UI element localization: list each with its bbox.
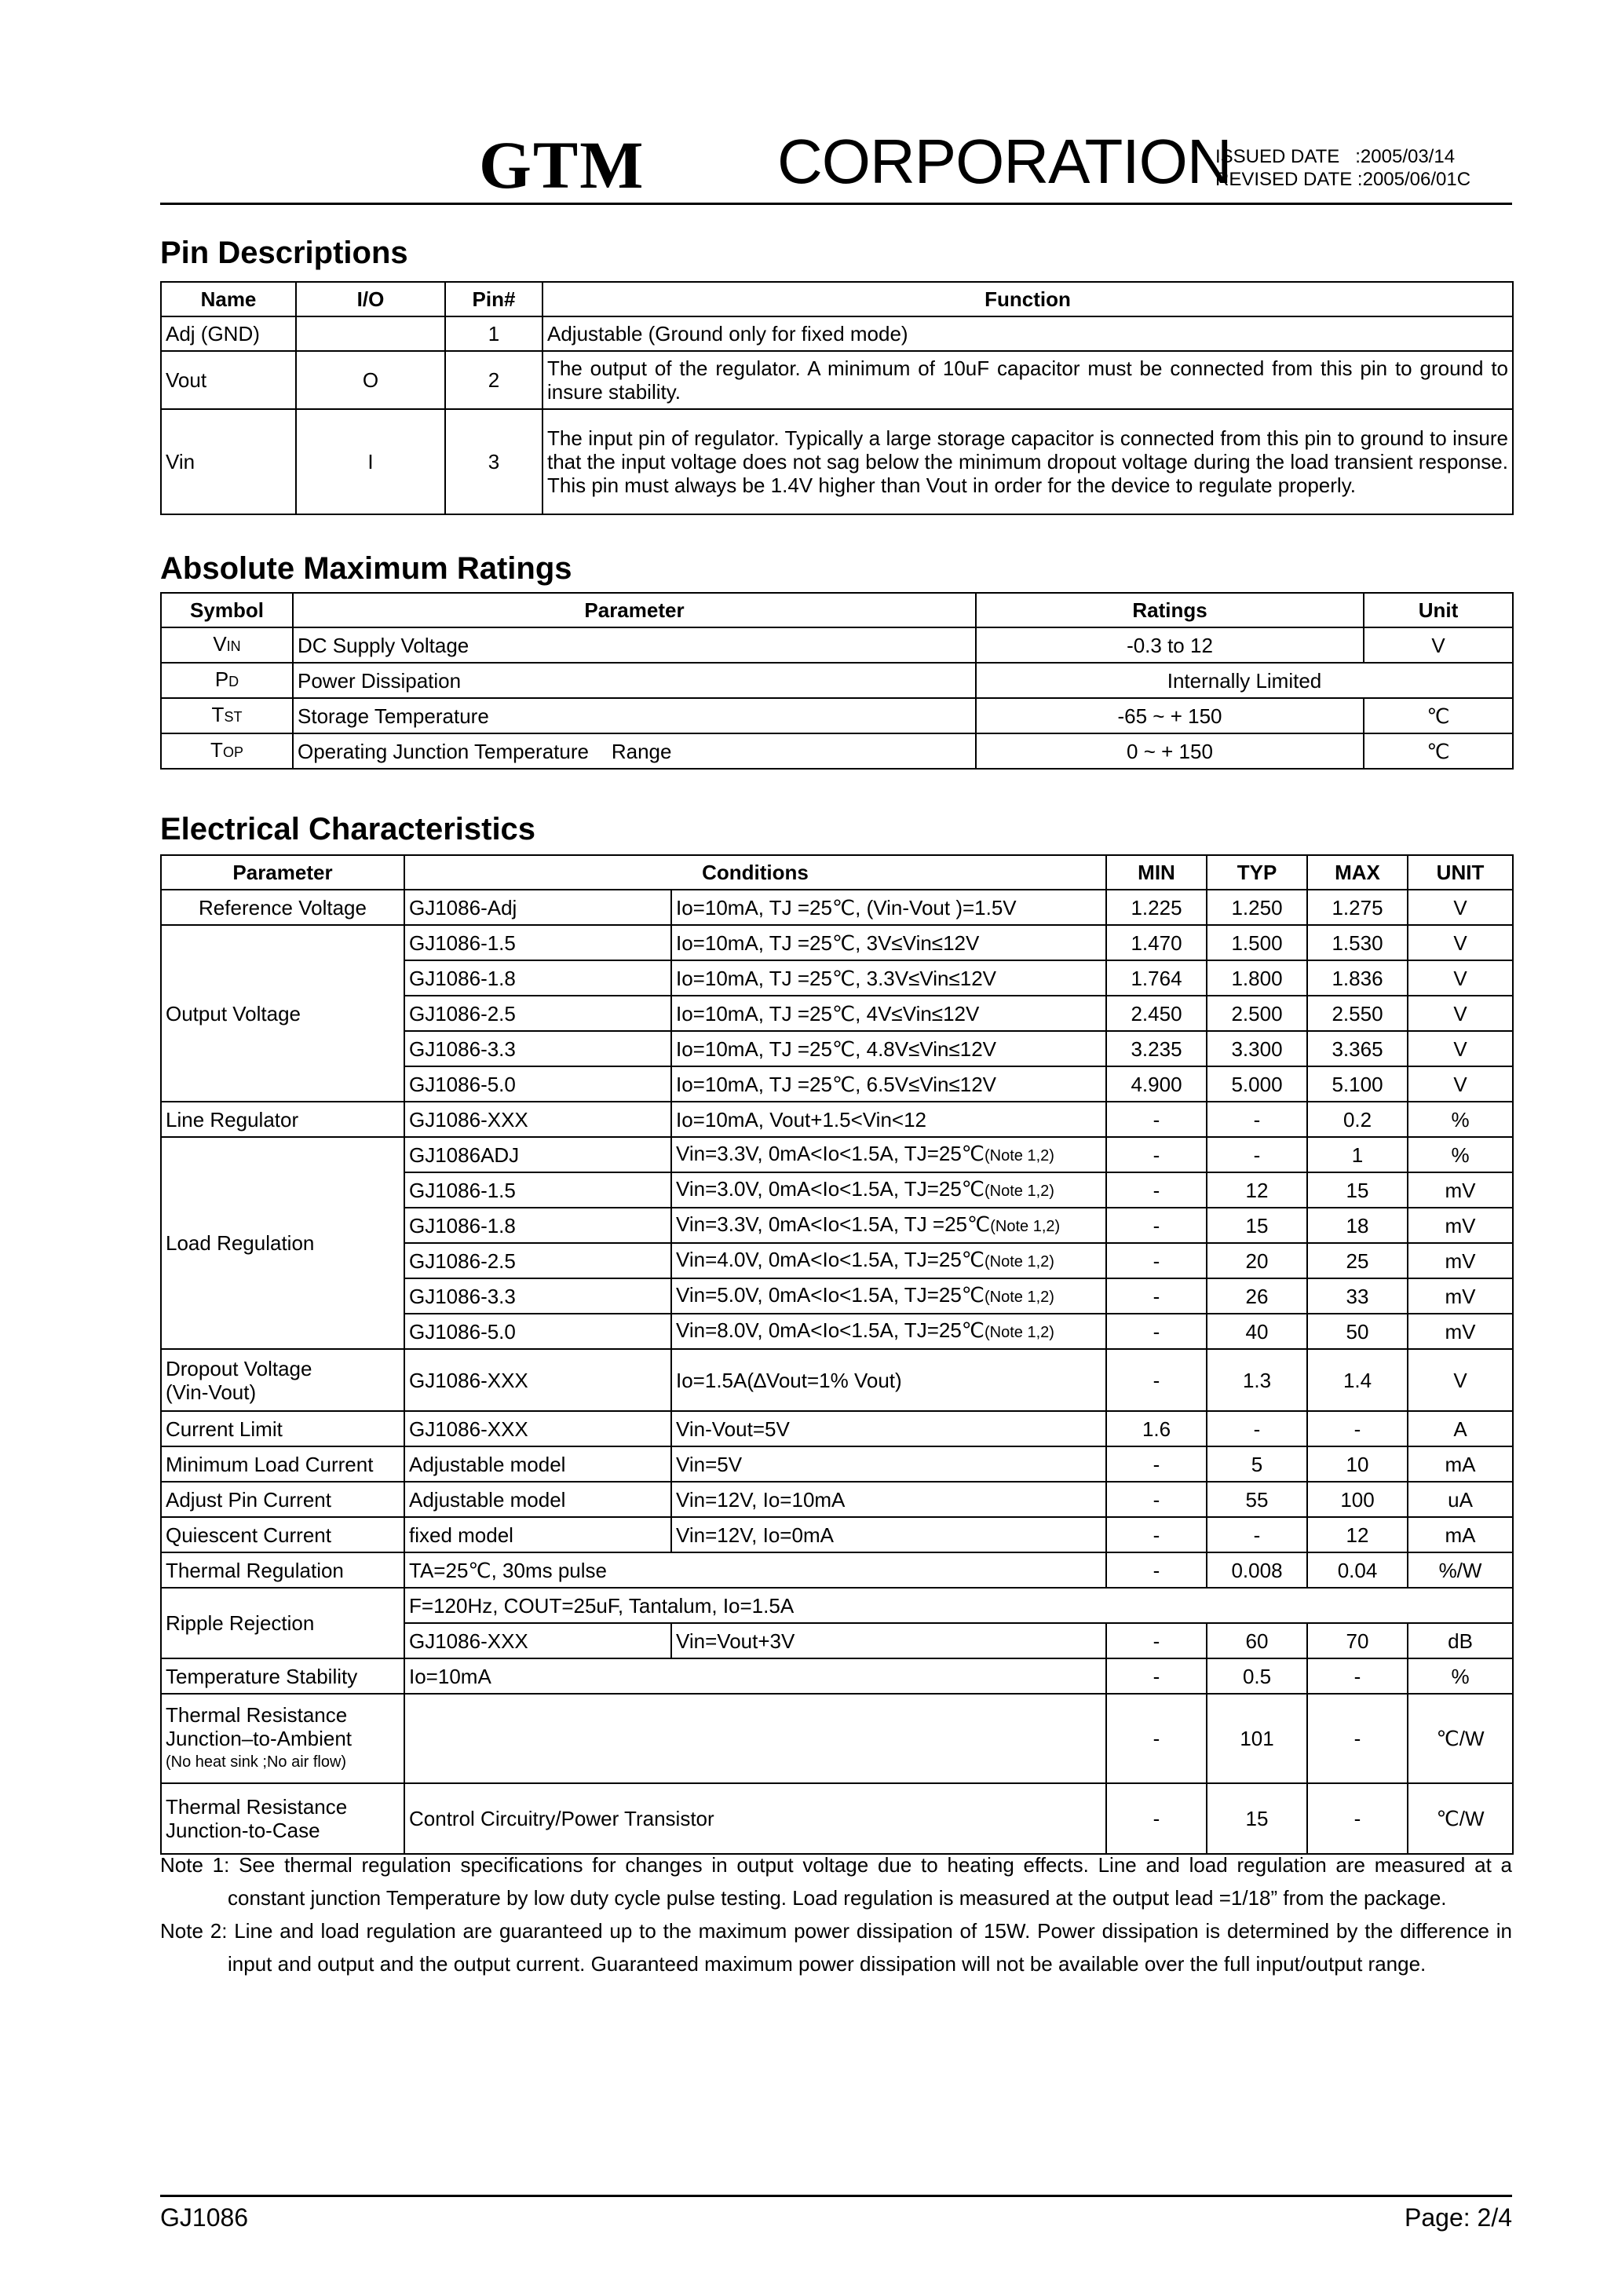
unit-cell: mA xyxy=(1408,1517,1513,1552)
model-cell: GJ1086-1.8 xyxy=(404,960,671,996)
table-row xyxy=(161,890,1513,925)
model-cell: Adjustable model xyxy=(404,1446,671,1482)
note-ref: (Note 1,2) xyxy=(985,1253,1054,1270)
model-cell: GJ1086ADJ xyxy=(404,1137,671,1172)
parameter-line: Thermal Resistance xyxy=(166,1703,348,1727)
table-header-row xyxy=(161,282,1513,316)
min-cell: 2.450 xyxy=(1106,996,1207,1031)
model-cell: Adjustable model xyxy=(404,1482,671,1517)
max-cell: 15 xyxy=(1307,1172,1408,1208)
table-row xyxy=(161,663,1513,698)
header-divider xyxy=(160,203,1512,205)
typ-cell: - xyxy=(1207,1102,1307,1137)
typ-cell: - xyxy=(1207,1137,1307,1172)
symbol-cell xyxy=(161,663,293,698)
max-cell: 10 xyxy=(1307,1446,1408,1482)
parameter-cell: Storage Temperature xyxy=(293,698,976,733)
unit-cell: ℃ xyxy=(1364,698,1513,733)
pin-function: The output of the regulator. A minimum of 10uF capacitor must be connected from this pin to ground to insure stability. xyxy=(542,351,1513,409)
parameter-cell: Temperature Stability xyxy=(161,1658,404,1694)
min-cell: - xyxy=(1106,1552,1207,1588)
unit-cell: ℃/W xyxy=(1408,1694,1513,1783)
typ-cell: 101 xyxy=(1207,1694,1307,1783)
note-1: Note 1: See thermal regulation specifications for changes in output voltage due to heating effects. Line and load regulation are measured at a constant junction Temperature by low duty cycle pulse testing. Load regulation is measured at the output lead =1/18” from the package. xyxy=(160,1853,1512,1910)
model-cell: GJ1086-3.3 xyxy=(404,1031,671,1066)
typ-cell: 3.300 xyxy=(1207,1031,1307,1066)
header-cell: Name xyxy=(161,282,296,316)
symbol-letter: P xyxy=(214,667,229,691)
parameter-cell: Line Regulator xyxy=(161,1102,404,1137)
pin-descriptions-title: Pin Descriptions xyxy=(160,236,408,270)
model-cell: GJ1086-1.8 xyxy=(404,1208,671,1243)
typ-cell: 0.008 xyxy=(1207,1552,1307,1588)
header-cell: MAX xyxy=(1307,855,1408,890)
max-cell: 1.275 xyxy=(1307,890,1408,925)
min-cell: - xyxy=(1106,1208,1207,1243)
rating-cell: -0.3 to 12 xyxy=(976,627,1364,663)
model-cell: GJ1086-Adj xyxy=(404,890,671,925)
footer-page-number: Page: 2/4 xyxy=(1405,2203,1512,2232)
min-cell: - xyxy=(1106,1314,1207,1349)
max-cell: 3.365 xyxy=(1307,1031,1408,1066)
typ-cell: 0.5 xyxy=(1207,1658,1307,1694)
condition-cell: Vin=Vout+3V xyxy=(671,1623,1106,1658)
abs-max-title: Absolute Maximum Ratings xyxy=(160,551,572,586)
parameter-cell: Quiescent Current xyxy=(161,1517,404,1552)
parameter-cell xyxy=(161,1783,404,1854)
typ-cell: - xyxy=(1207,1517,1307,1552)
parameter-cell: Power Dissipation xyxy=(293,663,976,698)
condition-cell: Io=10mA, TJ =25℃, 3.3V≤Vin≤12V xyxy=(671,960,1106,996)
model-cell: GJ1086-2.5 xyxy=(404,996,671,1031)
note-ref: (Note 1,2) xyxy=(990,1218,1061,1235)
table-row xyxy=(161,1694,1513,1783)
unit-cell: A xyxy=(1408,1411,1513,1446)
unit-cell: mV xyxy=(1408,1243,1513,1278)
max-cell: 100 xyxy=(1307,1482,1408,1517)
parameter-cell: Current Limit xyxy=(161,1411,404,1446)
condition-cell: Io=10mA, Vout+1.5<Vin<12 xyxy=(671,1102,1106,1137)
typ-cell: 1.500 xyxy=(1207,925,1307,960)
symbol-letter: V xyxy=(213,632,227,656)
condition-cell xyxy=(671,1172,1106,1208)
min-cell: - xyxy=(1106,1783,1207,1854)
max-cell: 1.530 xyxy=(1307,925,1408,960)
pin-name: Vin xyxy=(161,409,296,514)
table-row xyxy=(161,1658,1513,1694)
table-row xyxy=(161,351,1513,409)
pin-name: Vout xyxy=(161,351,296,409)
min-cell: - xyxy=(1106,1446,1207,1482)
min-cell: 3.235 xyxy=(1106,1031,1207,1066)
min-cell: - xyxy=(1106,1623,1207,1658)
unit-cell: V xyxy=(1408,1066,1513,1102)
typ-cell: 20 xyxy=(1207,1243,1307,1278)
footer-part-number: GJ1086 xyxy=(160,2203,249,2232)
condition-text: Vin=5.0V, 0mA<Io<1.5A, TJ=25℃ xyxy=(676,1283,985,1307)
header-cell: Parameter xyxy=(161,855,404,890)
max-cell: 1 xyxy=(1307,1137,1408,1172)
note-ref: (Note 1,2) xyxy=(985,1324,1054,1341)
max-cell: 2.550 xyxy=(1307,996,1408,1031)
table-row xyxy=(161,316,1513,351)
max-cell: - xyxy=(1307,1783,1408,1854)
unit-cell: ℃ xyxy=(1364,733,1513,769)
symbol-cell xyxy=(161,698,293,733)
min-cell: 1.764 xyxy=(1106,960,1207,996)
model-cell: GJ1086-1.5 xyxy=(404,925,671,960)
unit-cell: % xyxy=(1408,1658,1513,1694)
parameter-line: Dropout Voltage xyxy=(166,1356,312,1380)
header-cell: I/O xyxy=(296,282,445,316)
min-cell: 4.900 xyxy=(1106,1066,1207,1102)
max-cell: - xyxy=(1307,1411,1408,1446)
condition-cell xyxy=(671,1278,1106,1314)
parameter-line: (Vin-Vout) xyxy=(166,1380,257,1404)
condition-text: Vin=3.0V, 0mA<Io<1.5A, TJ=25℃ xyxy=(676,1177,985,1201)
condition-cell: Io=10mA, TJ =25℃, (Vin-Vout )=1.5V xyxy=(671,890,1106,925)
model-cell: GJ1086-3.3 xyxy=(404,1278,671,1314)
note-ref: (Note 1,2) xyxy=(985,1147,1054,1164)
parameter-cell: Operating Junction Temperature Range xyxy=(293,733,976,769)
unit-cell: V xyxy=(1408,925,1513,960)
header-cell: MIN xyxy=(1106,855,1207,890)
model-cell: GJ1086-XXX xyxy=(404,1102,671,1137)
table-row xyxy=(161,1411,1513,1446)
condition-cell: F=120Hz, COUT=25uF, Tantalum, Io=1.5A xyxy=(404,1588,1513,1623)
condition-cell xyxy=(671,1208,1106,1243)
min-cell: - xyxy=(1106,1517,1207,1552)
model-cell: fixed model xyxy=(404,1517,671,1552)
min-cell: - xyxy=(1106,1172,1207,1208)
condition-cell: Io=10mA, TJ =25℃, 4.8V≤Vin≤12V xyxy=(671,1031,1106,1066)
parameter-cell xyxy=(161,1694,404,1783)
unit-cell: V xyxy=(1408,960,1513,996)
condition-cell: TA=25℃, 30ms pulse xyxy=(404,1552,1106,1588)
max-cell: 33 xyxy=(1307,1278,1408,1314)
condition-cell: Io=1.5A(∆Vout=1% Vout) xyxy=(671,1349,1106,1411)
table-row xyxy=(161,627,1513,663)
typ-cell: 40 xyxy=(1207,1314,1307,1349)
min-cell: - xyxy=(1106,1658,1207,1694)
max-cell: 70 xyxy=(1307,1623,1408,1658)
condition-text: Vin=4.0V, 0mA<Io<1.5A, TJ=25℃ xyxy=(676,1248,985,1271)
header-cell: Parameter xyxy=(293,593,976,627)
condition-text: Vin=3.3V, 0mA<Io<1.5A, TJ =25℃ xyxy=(676,1212,991,1236)
condition-cell: Vin-Vout=5V xyxy=(671,1411,1106,1446)
max-cell: 1.4 xyxy=(1307,1349,1408,1411)
table-row xyxy=(161,1517,1513,1552)
header-cell: Pin# xyxy=(445,282,542,316)
condition-cell: Vin=12V, Io=10mA xyxy=(671,1482,1106,1517)
unit-cell: V xyxy=(1408,1349,1513,1411)
pin-io: I xyxy=(296,409,445,514)
pin-io xyxy=(296,316,445,351)
unit-cell: V xyxy=(1364,627,1513,663)
table-row xyxy=(161,1446,1513,1482)
unit-cell: %/W xyxy=(1408,1552,1513,1588)
unit-cell: mV xyxy=(1408,1278,1513,1314)
condition-text: Vin=3.3V, 0mA<Io<1.5A, TJ=25℃ xyxy=(676,1142,985,1165)
unit-cell: mV xyxy=(1408,1172,1513,1208)
header-cell: TYP xyxy=(1207,855,1307,890)
table-header-row xyxy=(161,593,1513,627)
parameter-line: Junction-to-Case xyxy=(166,1819,320,1842)
typ-cell: - xyxy=(1207,1411,1307,1446)
model-cell: GJ1086-XXX xyxy=(404,1623,671,1658)
symbol-cell xyxy=(161,627,293,663)
pin-number: 1 xyxy=(445,316,542,351)
min-cell: - xyxy=(1106,1482,1207,1517)
table-row xyxy=(161,1102,1513,1137)
typ-cell: 5.000 xyxy=(1207,1066,1307,1102)
unit-cell: mV xyxy=(1408,1208,1513,1243)
table-row xyxy=(161,1783,1513,1854)
min-cell: 1.470 xyxy=(1106,925,1207,960)
note-ref: (Note 1,2) xyxy=(985,1183,1054,1200)
parameter-cell xyxy=(161,1349,404,1411)
parameter-cell: Thermal Regulation xyxy=(161,1552,404,1588)
model-cell: GJ1086-XXX xyxy=(404,1349,671,1411)
condition-cell: Io=10mA, TJ =25℃, 3V≤Vin≤12V xyxy=(671,925,1106,960)
unit-cell: % xyxy=(1408,1102,1513,1137)
unit-cell: V xyxy=(1408,890,1513,925)
min-cell: - xyxy=(1106,1278,1207,1314)
parameter-cell: Output Voltage xyxy=(161,925,404,1102)
notes-section xyxy=(160,1848,1512,1980)
table-row xyxy=(161,1588,1513,1623)
symbol-subscript: ST xyxy=(224,709,243,725)
typ-cell: 26 xyxy=(1207,1278,1307,1314)
footer-divider xyxy=(160,2195,1512,2197)
max-cell: - xyxy=(1307,1658,1408,1694)
typ-cell: 15 xyxy=(1207,1208,1307,1243)
max-cell: 5.100 xyxy=(1307,1066,1408,1102)
symbol-letter: T xyxy=(211,703,225,726)
pin-function: The input pin of regulator. Typically a large storage capacitor is connected from this pin to ground to insure that the input voltage does not sag below the minimum dropout voltage during the load transient response. This pin must always be 1.4V higher than Vout in order for the device to regulate properly. xyxy=(542,409,1513,514)
parameter-note: (No heat sink ;No air flow) xyxy=(166,1753,347,1771)
issued-date: ISSUED DATE :2005/03/14 xyxy=(1215,146,1456,167)
max-cell: 25 xyxy=(1307,1243,1408,1278)
table-row xyxy=(161,1482,1513,1517)
min-cell: - xyxy=(1106,1349,1207,1411)
table-row xyxy=(161,733,1513,769)
symbol-subscript: D xyxy=(228,674,239,689)
document-dates xyxy=(1215,145,1470,191)
table-header-row xyxy=(161,855,1513,890)
table-row xyxy=(161,925,1513,960)
max-cell: 0.2 xyxy=(1307,1102,1408,1137)
condition-cell: Vin=12V, Io=0mA xyxy=(671,1517,1106,1552)
parameter-cell: Minimum Load Current xyxy=(161,1446,404,1482)
model-cell: GJ1086-5.0 xyxy=(404,1314,671,1349)
max-cell: 0.04 xyxy=(1307,1552,1408,1588)
typ-cell: 15 xyxy=(1207,1783,1307,1854)
typ-cell: 1.250 xyxy=(1207,890,1307,925)
pin-io: O xyxy=(296,351,445,409)
header-cell: Function xyxy=(542,282,1513,316)
typ-cell: 55 xyxy=(1207,1482,1307,1517)
typ-cell: 1.3 xyxy=(1207,1349,1307,1411)
note-ref: (Note 1,2) xyxy=(985,1289,1054,1306)
pin-name: Adj (GND) xyxy=(161,316,296,351)
max-cell: 50 xyxy=(1307,1314,1408,1349)
header-cell: Symbol xyxy=(161,593,293,627)
unit-cell: mV xyxy=(1408,1314,1513,1349)
condition-cell: Io=10mA, TJ =25℃, 6.5V≤Vin≤12V xyxy=(671,1066,1106,1102)
symbol-subscript: IN xyxy=(226,638,241,654)
condition-cell: Vin=5V xyxy=(671,1446,1106,1482)
condition-cell: Control Circuitry/Power Transistor xyxy=(404,1783,1106,1854)
model-cell: GJ1086-XXX xyxy=(404,1411,671,1446)
corporation-title: CORPORATION xyxy=(777,126,1232,196)
min-cell: - xyxy=(1106,1694,1207,1783)
typ-cell: 12 xyxy=(1207,1172,1307,1208)
condition-text: Vin=8.0V, 0mA<Io<1.5A, TJ=25℃ xyxy=(676,1318,985,1342)
rating-cell: Internally Limited xyxy=(976,663,1513,698)
table-row xyxy=(161,698,1513,733)
typ-cell: 2.500 xyxy=(1207,996,1307,1031)
revised-date: REVISED DATE :2005/06/01C xyxy=(1215,169,1471,190)
pin-function: Adjustable (Ground only for fixed mode) xyxy=(542,316,1513,351)
condition-cell xyxy=(671,1314,1106,1349)
model-cell: GJ1086-5.0 xyxy=(404,1066,671,1102)
pin-descriptions-table xyxy=(160,281,1514,515)
table-row xyxy=(161,1552,1513,1588)
unit-cell: uA xyxy=(1408,1482,1513,1517)
parameter-cell: Reference Voltage xyxy=(161,890,404,925)
unit-cell: dB xyxy=(1408,1623,1513,1658)
parameter-cell: Adjust Pin Current xyxy=(161,1482,404,1517)
max-cell: 12 xyxy=(1307,1517,1408,1552)
condition-cell xyxy=(671,1243,1106,1278)
unit-cell: % xyxy=(1408,1137,1513,1172)
min-cell: 1.6 xyxy=(1106,1411,1207,1446)
typ-cell: 60 xyxy=(1207,1623,1307,1658)
model-cell: GJ1086-2.5 xyxy=(404,1243,671,1278)
min-cell: - xyxy=(1106,1243,1207,1278)
table-row xyxy=(161,1349,1513,1411)
symbol-subscript: OP xyxy=(222,744,243,760)
header-cell: UNIT xyxy=(1408,855,1513,890)
unit-cell: V xyxy=(1408,996,1513,1031)
min-cell: 1.225 xyxy=(1106,890,1207,925)
unit-cell: ℃/W xyxy=(1408,1783,1513,1854)
electrical-characteristics-table xyxy=(160,854,1514,1855)
table-row xyxy=(161,409,1513,514)
pin-number: 3 xyxy=(445,409,542,514)
typ-cell: 1.800 xyxy=(1207,960,1307,996)
max-cell: 18 xyxy=(1307,1208,1408,1243)
note-2: Note 2: Line and load regulation are guaranteed up to the maximum power dissipation of 15W. Power dissipation is determined by the difference in input and output and the output current. Guaranteed maximum power dissipation will not be available over the full input/output range. xyxy=(160,1919,1512,1976)
abs-max-table xyxy=(160,592,1514,770)
symbol-letter: T xyxy=(210,738,223,762)
parameter-cell: DC Supply Voltage xyxy=(293,627,976,663)
header-cell: Conditions xyxy=(404,855,1106,890)
symbol-cell xyxy=(161,733,293,769)
condition-cell xyxy=(404,1694,1106,1783)
parameter-cell: Ripple Rejection xyxy=(161,1588,404,1658)
unit-cell: mA xyxy=(1408,1446,1513,1482)
company-logo: GTM xyxy=(479,127,645,203)
min-cell: - xyxy=(1106,1137,1207,1172)
table-row xyxy=(161,1137,1513,1172)
parameter-cell: Load Regulation xyxy=(161,1137,404,1349)
unit-cell: V xyxy=(1408,1031,1513,1066)
condition-cell xyxy=(671,1137,1106,1172)
model-cell: GJ1086-1.5 xyxy=(404,1172,671,1208)
max-cell: - xyxy=(1307,1694,1408,1783)
condition-cell: Io=10mA, TJ =25℃, 4V≤Vin≤12V xyxy=(671,996,1106,1031)
header-cell: Unit xyxy=(1364,593,1513,627)
parameter-line: Junction–to-Ambient xyxy=(166,1727,353,1750)
max-cell: 1.836 xyxy=(1307,960,1408,996)
electrical-characteristics-title: Electrical Characteristics xyxy=(160,812,536,846)
condition-cell: Io=10mA xyxy=(404,1658,1106,1694)
min-cell: - xyxy=(1106,1102,1207,1137)
pin-number: 2 xyxy=(445,351,542,409)
rating-cell: -65 ~ + 150 xyxy=(976,698,1364,733)
typ-cell: 5 xyxy=(1207,1446,1307,1482)
rating-cell: 0 ~ + 150 xyxy=(976,733,1364,769)
header-cell: Ratings xyxy=(976,593,1364,627)
parameter-line: Thermal Resistance xyxy=(166,1795,348,1819)
